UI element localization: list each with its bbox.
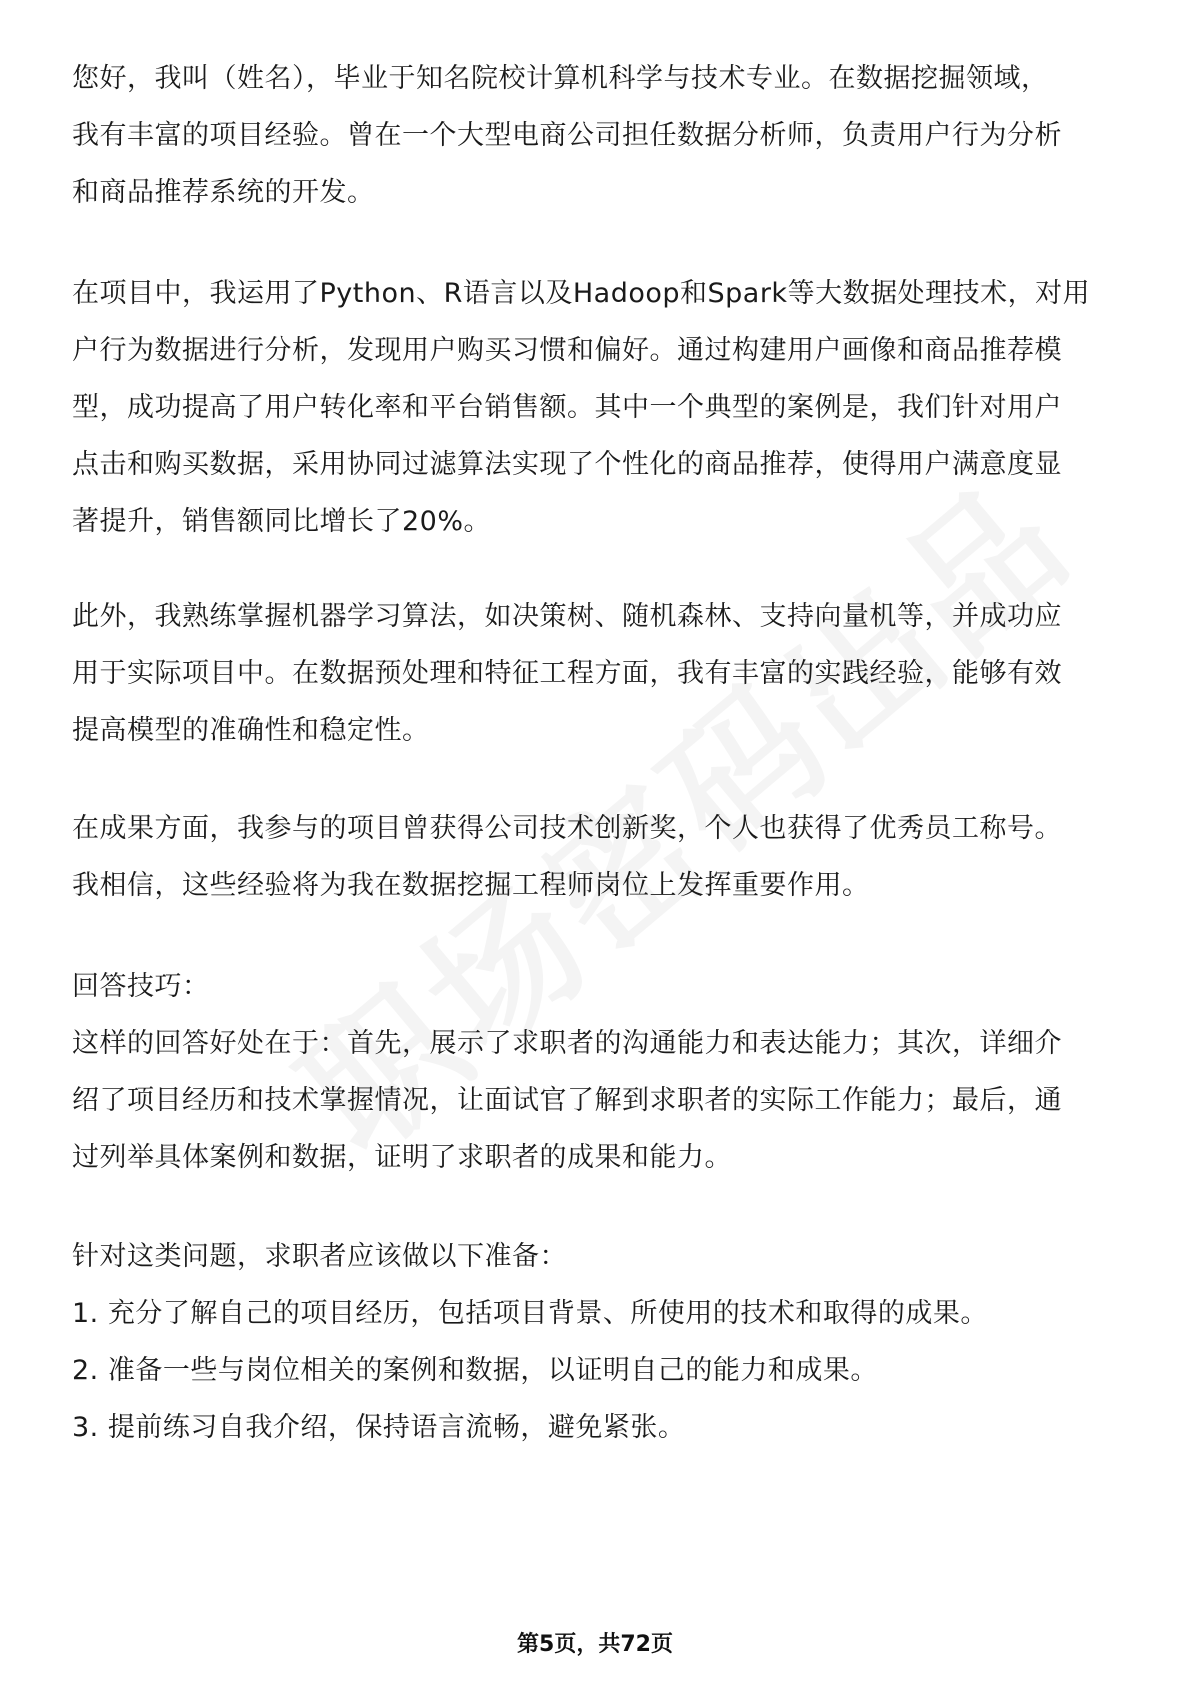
paragraph-preparation [72, 1228, 1122, 1456]
paragraph-skills [72, 588, 1122, 759]
text-line: 提高模型的准确性和稳定性。 [72, 715, 430, 746]
text-line: 在成果方面，我参与的项目曾获得公司技术创新奖，个人也获得了优秀员工称号。 [72, 813, 1062, 844]
list-item: 2. 准备一些与岗位相关的案例和数据，以证明自己的能力和成果。 [72, 1355, 878, 1386]
section-heading: 针对这类问题，求职者应该做以下准备： [72, 1241, 567, 1272]
text-line: 在项目中，我运用了Python、R语言以及Hadoop和Spark等大数据处理技术，对用 [72, 278, 1091, 309]
text-line: 著提升，销售额同比增长了20%。 [72, 506, 492, 537]
paragraph-achievements [72, 800, 1122, 914]
text-line: 此外，我熟练掌握机器学习算法，如决策树、随机森林、支持向量机等，并成功应 [72, 601, 1062, 632]
text-line: 点击和购买数据，采用协同过滤算法实现了个性化的商品推荐，使得用户满意度显 [72, 449, 1062, 480]
text-line: 和商品推荐系统的开发。 [72, 177, 375, 208]
paragraph-project [72, 265, 1122, 550]
text-line: 我有丰富的项目经验。曾在一个大型电商公司担任数据分析师，负责用户行为分析 [72, 120, 1062, 151]
text-line: 我相信，这些经验将为我在数据挖掘工程师岗位上发挥重要作用。 [72, 870, 870, 901]
text-line: 型，成功提高了用户转化率和平台销售额。其中一个典型的案例是，我们针对用户 [72, 392, 1062, 423]
text-line: 您好，我叫（姓名），毕业于知名院校计算机科学与技术专业。在数据挖掘领域， [72, 63, 1049, 94]
paragraph-intro [72, 50, 1122, 221]
list-item: 1. 充分了解自己的项目经历，包括项目背景、所使用的技术和取得的成果。 [72, 1298, 988, 1329]
text-line: 这样的回答好处在于：首先，展示了求职者的沟通能力和表达能力；其次，详细介 [72, 1028, 1062, 1059]
page-number: 第5页，共72页 [517, 1632, 673, 1657]
text-line: 绍了项目经历和技术掌握情况，让面试官了解到求职者的实际工作能力；最后，通 [72, 1085, 1062, 1116]
paragraph-tips [72, 958, 1122, 1186]
text-line: 用于实际项目中。在数据预处理和特征工程方面，我有丰富的实践经验，能够有效 [72, 658, 1062, 689]
text-line: 过列举具体案例和数据，证明了求职者的成果和能力。 [72, 1142, 732, 1173]
list-item: 3. 提前练习自我介绍，保持语言流畅，避免紧张。 [72, 1412, 686, 1443]
section-heading: 回答技巧： [72, 971, 210, 1002]
text-line: 户行为数据进行分析，发现用户购买习惯和偏好。通过构建用户画像和商品推荐模 [72, 335, 1062, 366]
